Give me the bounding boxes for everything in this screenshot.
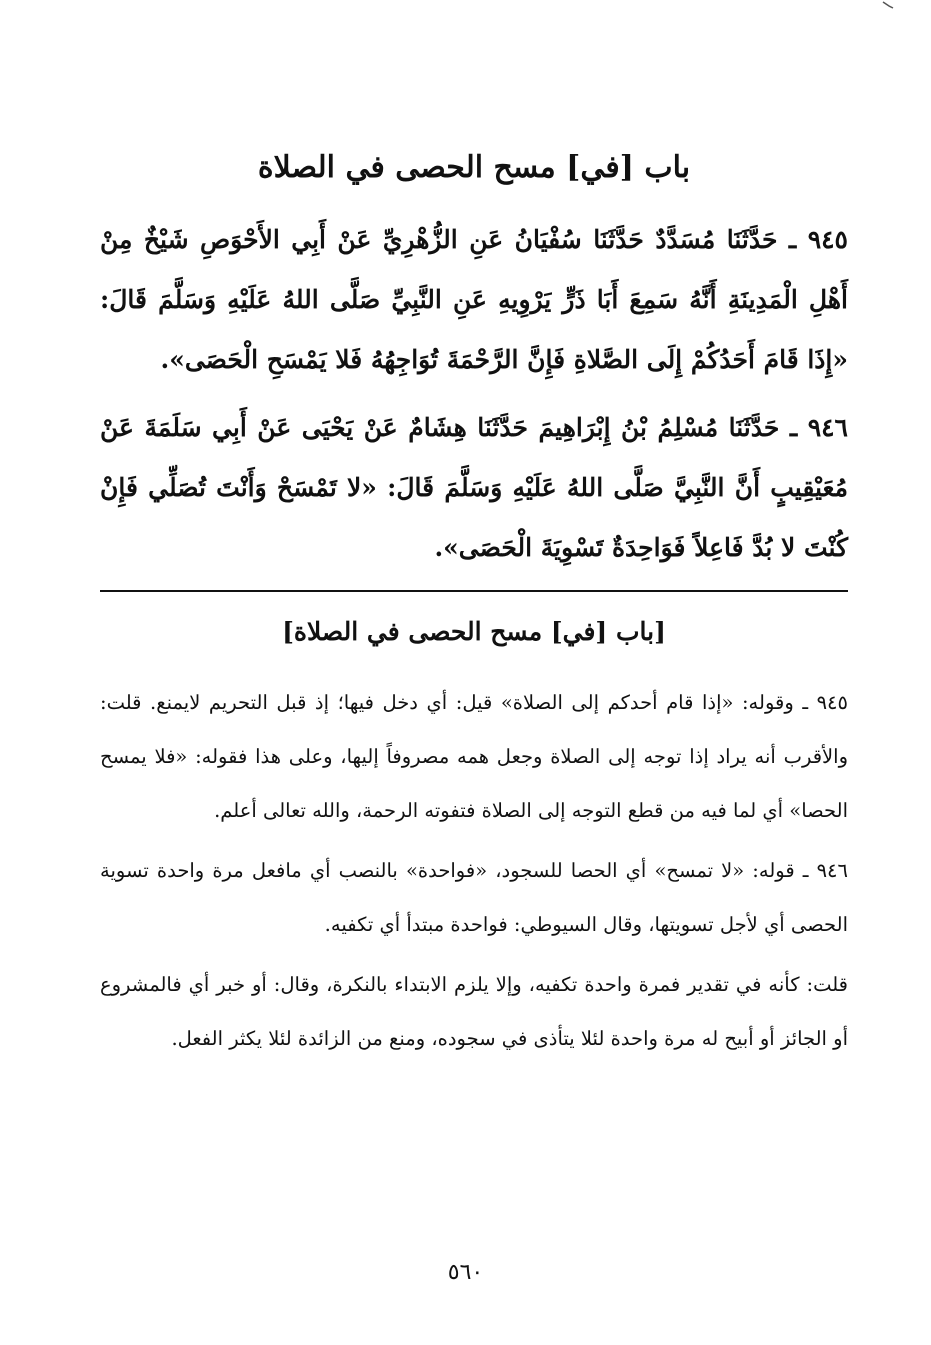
hadith-section [100, 210, 848, 586]
hadith-945: ٩٤٥ ـ حَدَّثَنَا مُسَدَّدٌ حَدَّثَنَا سُفْيَانُ عَنِ الزُّهْرِيِّ عَنْ أَبِي الأَحْوَصِ شَيْخٌ مِنْ أَهْلِ الْمَدِينَةِ أَنَّهُ سَمِعَ أَبَا ذَرٍّ يَرْوِيهِ عَنِ النَّبِيِّ صَلَّى اللهُ عَلَيْهِ وَسَلَّمَ قَالَ: «إِذَا قَامَ أَحَدُكُمْ إِلَى الصَّلاةِ فَإِنَّ الرَّحْمَةَ تُوَاجِهُهُ فَلا يَمْسَحِ الْحَصَى». [100, 225, 848, 374]
chapter-title: باب [في] مسح الحصى في الصلاة [257, 150, 691, 185]
hadith-946: ٩٤٦ ـ حَدَّثَنَا مُسْلِمُ بْنُ إِبْرَاهِيمَ حَدَّثَنَا هِشَامٌ عَنْ يَحْيَى عَنْ أَبِي سَلَمَةَ عَنْ مُعَيْقِيبٍ أَنَّ النَّبِيَّ صَلَّى اللهُ عَلَيْهِ وَسَلَّمَ قَالَ: «لا تَمْسَحْ وَأَنْتَ تُصَلِّي فَإِنْ كُنْتَ لا بُدَّ فَاعِلاً فَوَاحِدَةٌ تَسْوِيَةَ الْحَصَى». [100, 413, 848, 562]
page-number: ٥٦٠ [447, 1260, 484, 1285]
corner-speck-mark [881, 0, 895, 10]
commentary-946: ٩٤٦ ـ قوله: «لا تمسح» أي الحصا للسجود، «فواحدة» بالنصب أي مافعل مرة واحدة تسوية الحصى أي لأجل تسويتها، وقال السيوطي: فواحدة مبتدأ أي تكفيه. [100, 859, 848, 936]
commentary-extra-note: قلت: كأنه في تقدير فمرة واحدة تكفيه، وإلا يلزم الابتداء بالنكرة، وقال: أو خبر أي فالمشروع أو الجائز أو أبيح له مرة واحدة لئلا يتأذى في سجوده، ومنع من الزائدة لئلا يكثر الفعل. [100, 973, 848, 1050]
commentary-section [100, 676, 848, 1072]
commentary-title: [باب [في] مسح الحصى في الصلاة] [282, 617, 666, 646]
commentary-945: ٩٤٥ ـ وقوله: «إذا قام أحدكم إلى الصلاة» قيل: أي دخل فيها؛ إذ قبل التحريم لايمنع. قلت: والأقرب أنه يراد إذا توجه إلى الصلاة وجعل همه مصروفاً إليها، وعلى هذا فقوله: «فلا يمسح الحصا» أي لما فيه من قطع التوجه إلى الصلاة فتفوته الرحمة، والله تعالى أعلم. [100, 691, 848, 822]
section-divider [100, 590, 848, 592]
